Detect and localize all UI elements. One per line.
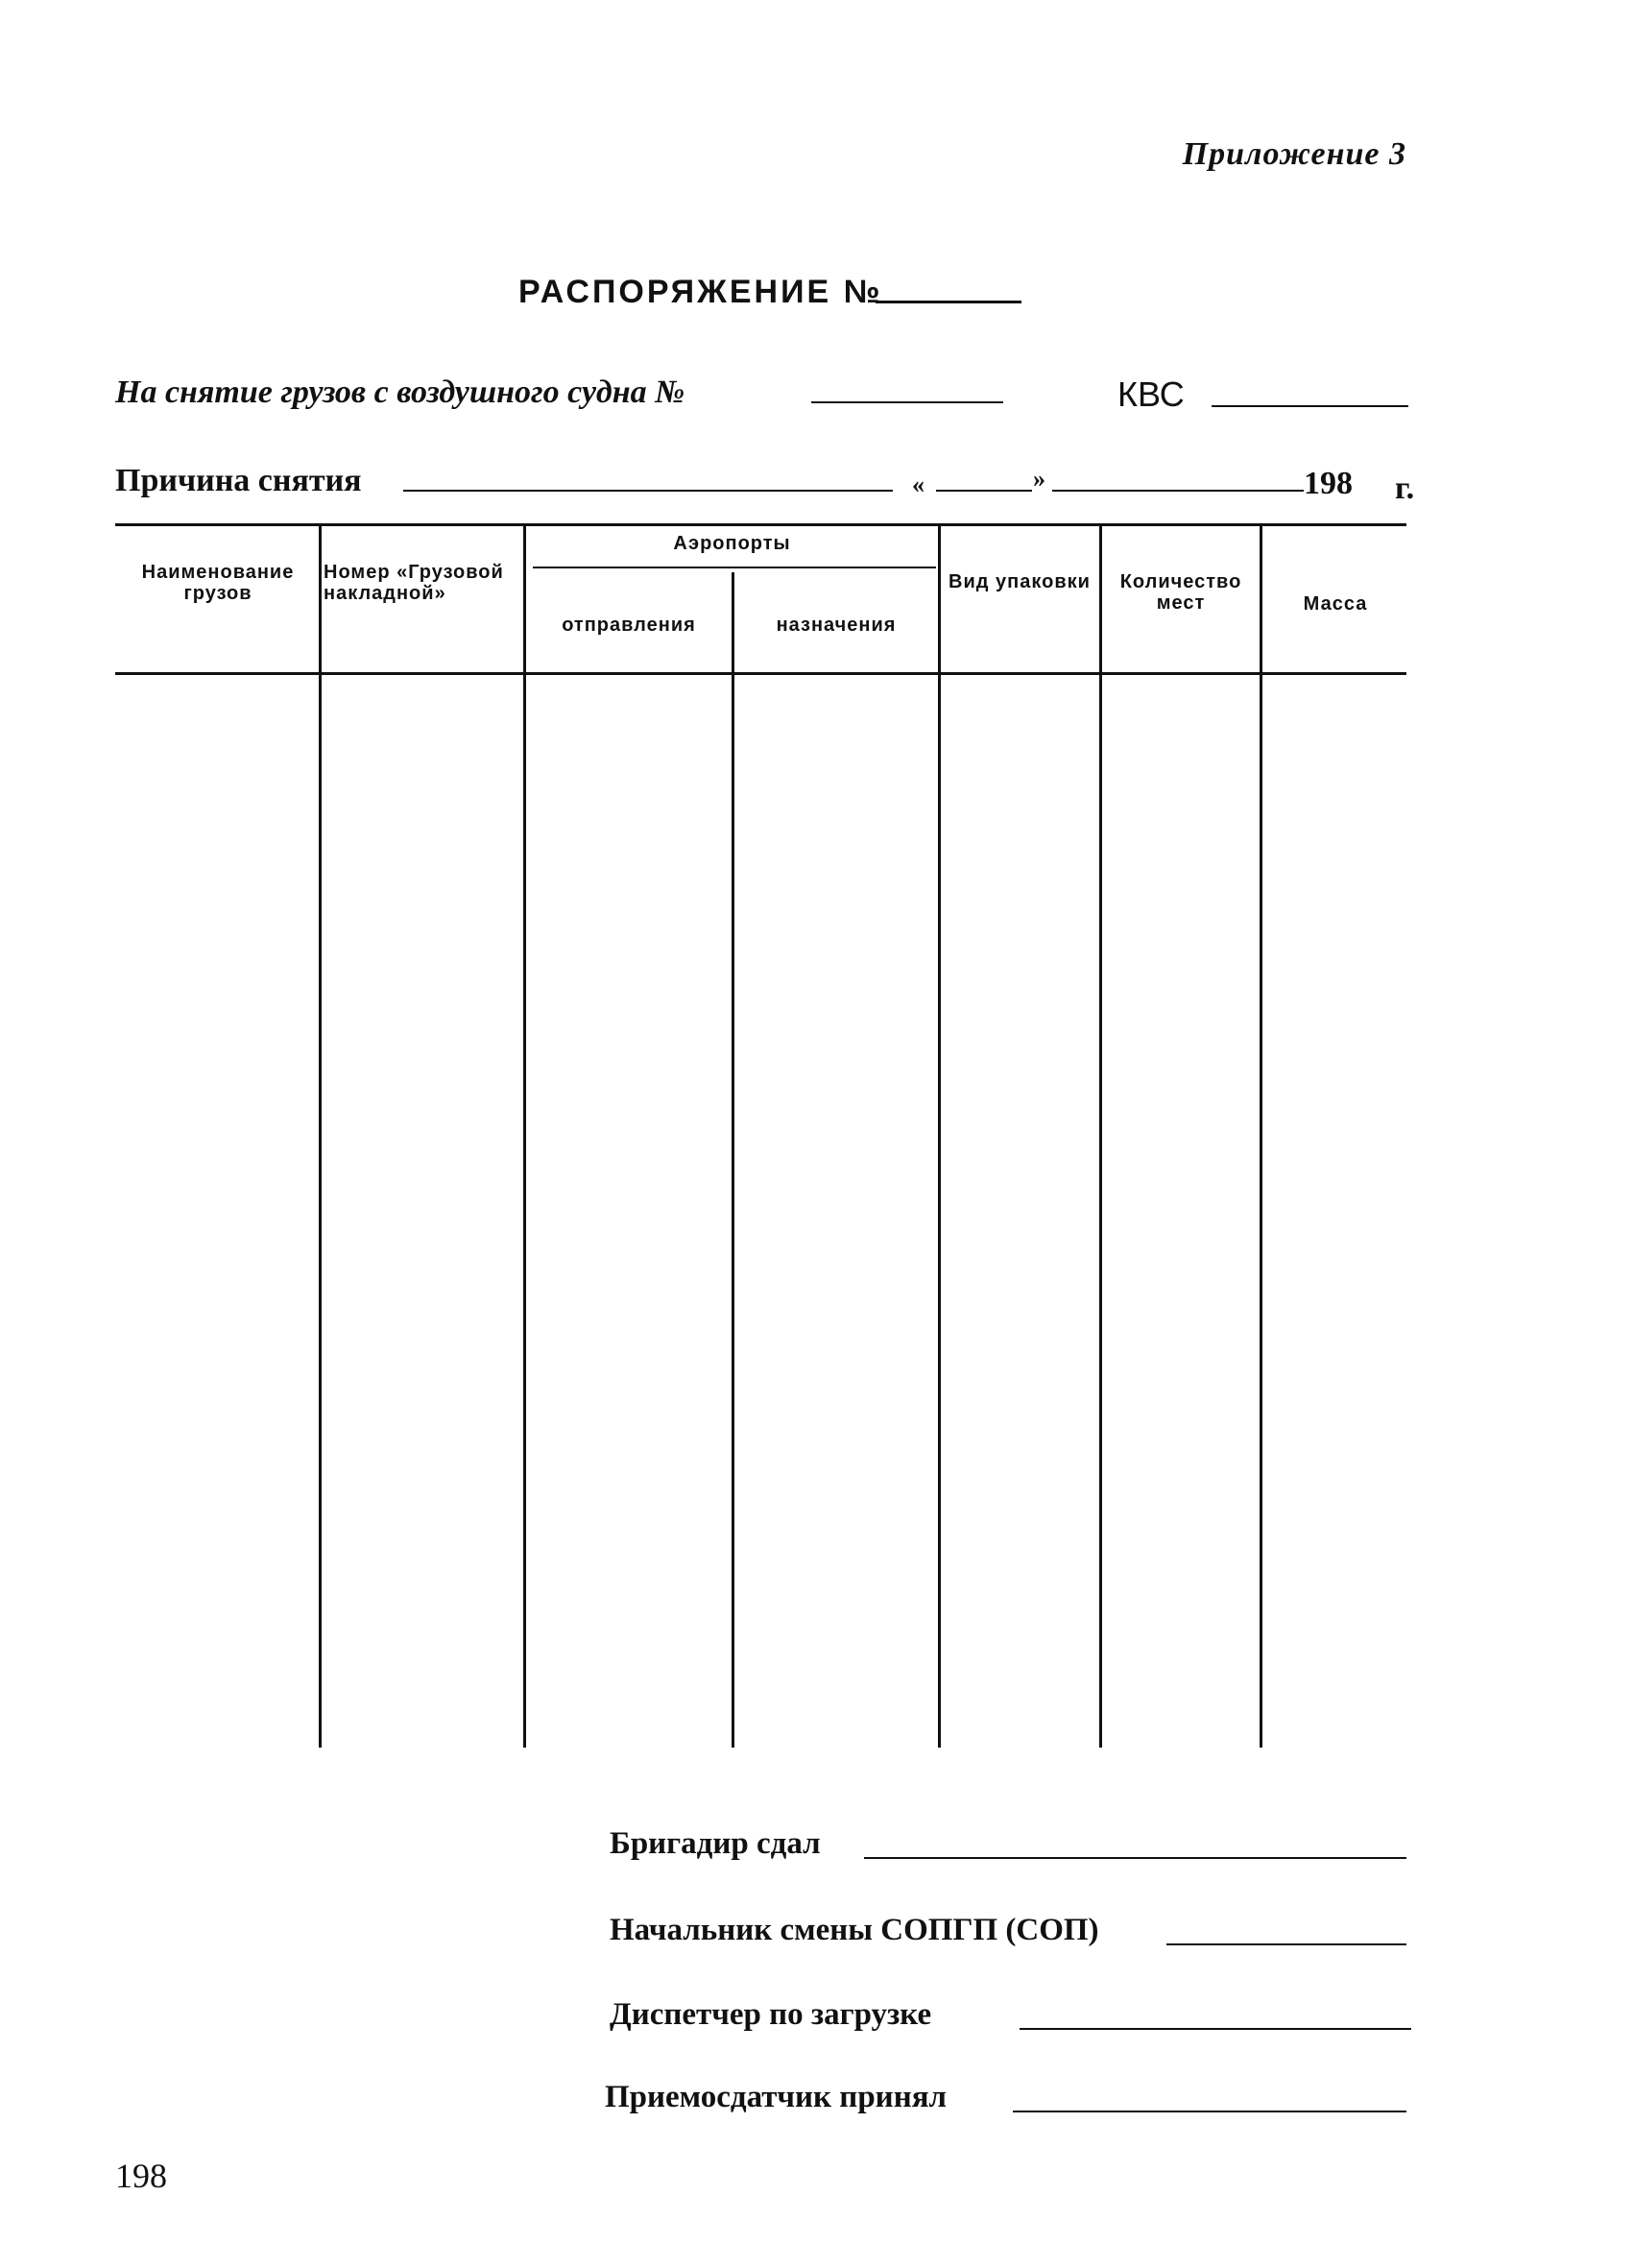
reason-field[interactable] (403, 490, 893, 492)
dispatcher-signature-field[interactable] (1020, 2028, 1411, 2030)
appendix-label: Приложение 3 (1182, 136, 1406, 172)
year-suffix: г. (1395, 470, 1415, 506)
column-divider (1260, 526, 1262, 1748)
column-divider (732, 572, 734, 1748)
column-header-mass: Масса (1303, 593, 1368, 615)
column-divider (523, 526, 526, 1748)
column-divider (1099, 526, 1102, 1748)
commander-label: КВС (1117, 374, 1185, 414)
year-label: 198 (1304, 466, 1353, 501)
document-title: РАСПОРЯЖЕНИЕ № (518, 274, 883, 310)
column-header-cargo-name: Наименование грузов (141, 562, 295, 604)
column-divider (938, 526, 941, 1748)
foreman-label: Бригадир сдал (610, 1826, 821, 1861)
airports-group-rule (533, 567, 936, 568)
shift-chief-label: Начальник смены СОПГП (СОП) (610, 1913, 1099, 1947)
dispatcher-label: Диспетчер по загрузке (610, 1997, 932, 2032)
table-header-rule (115, 672, 1406, 675)
date-quote-open: « (912, 470, 925, 498)
page-number: 198 (115, 2157, 167, 2195)
shift-chief-signature-field[interactable] (1166, 1943, 1406, 1945)
foreman-signature-field[interactable] (864, 1857, 1406, 1859)
reason-label: Причина снятия (115, 463, 362, 498)
receiver-signature-field[interactable] (1013, 2111, 1406, 2112)
date-month-field[interactable] (1052, 490, 1304, 492)
column-header-airports: Аэропорты (673, 533, 791, 554)
receiver-label: Приемосдатчик принял (605, 2080, 948, 2114)
removal-label: На снятие грузов с воздушного судна № (115, 374, 685, 410)
column-header-destination: назначения (776, 615, 897, 636)
order-number-field[interactable] (876, 301, 1021, 303)
date-quote-close: » (1033, 465, 1045, 493)
table-top-rule (115, 523, 1406, 526)
aircraft-number-field[interactable] (811, 401, 1003, 403)
column-header-waybill: Номер «Грузовой накладной» (324, 562, 504, 604)
column-header-pieces: Количество мест (1119, 571, 1242, 614)
commander-field[interactable] (1212, 405, 1408, 407)
column-header-departure: отправления (562, 615, 696, 636)
column-divider (319, 526, 322, 1748)
date-day-field[interactable] (936, 490, 1032, 492)
column-header-packaging: Вид упаковки (949, 571, 1091, 592)
